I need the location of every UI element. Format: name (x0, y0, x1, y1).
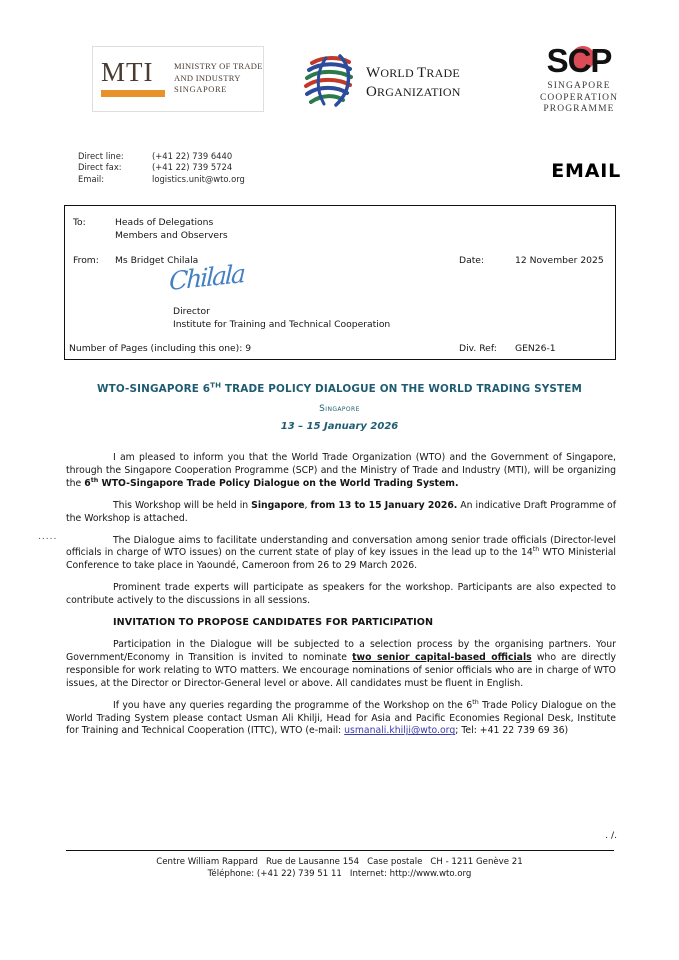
contact-value: (+41 22) 739 5724 (152, 162, 233, 173)
signer-details (173, 306, 390, 331)
memo-from-label: From: (73, 255, 99, 266)
footer-divider (66, 850, 614, 851)
memo-to-value (115, 217, 228, 242)
scp-acronym: SCP (546, 42, 612, 79)
email-heading: EMAIL (551, 160, 621, 182)
wto-logo (300, 50, 461, 116)
memo-date-row (459, 255, 604, 268)
scp-line-1: SINGAPORE (547, 81, 611, 91)
continuation-mark: . /. (605, 830, 617, 841)
signer-title: Director (173, 306, 210, 317)
mti-logo (92, 46, 264, 112)
footer-contact-line: Téléphone: (+41 22) 739 51 11 Internet: http://www.wto.org (207, 869, 472, 880)
signature-image: Chilala (168, 258, 245, 297)
signer-organization: Institute for Training and Technical Cooperation (173, 318, 391, 330)
email-link[interactable]: usmanali.khilji@wto.org (344, 725, 456, 737)
contact-block (78, 151, 245, 185)
paragraph-6: If you have any queries regarding the programme of the Workshop on the 6th Trade Policy Dialogue on the World Trading System please contact Usman Ali Khilji, Head for Asia and Pacific Economies Regional Desk, Institute for Training and Technical Cooperation (ITTC), WTO (e-mail: usmanali.khilji@wto.org; Tel: +41 22 739 69 36) (66, 698, 616, 737)
memo-ref-label: Div. Ref: (459, 343, 497, 354)
logo-strip (0, 42, 679, 122)
mti-line-3: SINGAPORE (174, 84, 228, 94)
mti-line-1: MINISTRY OF TRADE (174, 61, 263, 71)
memo-to-label: To: (73, 217, 86, 228)
memo-pages-value: 9 (245, 343, 252, 354)
paragraph-3: The Dialogue aims to facilitate understanding and conversation among senior trade officials (Director-level officials in charge of WTO issues) on the current state of play of key issues in the lead up to the 14th WTO Ministerial Conference to take place in Yaoundé, Cameroon from 26 to 29 March 2026. (66, 534, 616, 572)
contact-label: Direct line: (78, 151, 124, 161)
scp-logo (524, 44, 634, 116)
document-title: WTO-SINGAPORE 6TH TRADE POLICY DIALOGUE ON THE WORLD TRADING SYSTEM (96, 380, 583, 395)
scp-line-2: COOPERATION (539, 92, 619, 103)
mti-acronym: MTI (101, 57, 154, 87)
wto-line-2: ORGANIZATION (366, 84, 461, 100)
mti-line-2: AND INDUSTRY (174, 72, 241, 83)
contact-row-direct-fax (78, 162, 245, 173)
paragraph-2: This Workshop will be held in Singapore, from 13 to 15 January 2026. An indicative Draft Programme of the Workshop is attached. (66, 499, 616, 524)
document-dates: 13 – 15 January 2026 (280, 421, 399, 432)
footer-address-line: Centre William Rappard Rue de Lausanne 154 Case postale CH - 1211 Genève 21 (156, 857, 523, 867)
contact-value: logistics.unit@wto.org (152, 173, 245, 184)
memo-to-line-1: Heads of Delegations (115, 217, 214, 228)
memo-pages-row (69, 343, 251, 356)
contact-label: Email: (78, 173, 105, 184)
mti-orange-bar (101, 90, 165, 97)
wto-globe-icon (300, 50, 356, 116)
wto-line-1: WORLD TRADE (366, 65, 460, 81)
contact-value: (+41 22) 739 6440 (152, 151, 233, 161)
document-location: Singapore (319, 404, 360, 414)
margin-artifact-marks: ..... (38, 532, 58, 542)
memo-from-value: Ms Bridget Chilala (115, 255, 199, 266)
memo-pages-label: Number of Pages (including this one): (69, 343, 243, 354)
document-footer (0, 856, 679, 881)
memo-ref-value: GEN26-1 (515, 343, 556, 354)
section-heading-invitation: INVITATION TO PROPOSE CANDIDATES FOR PARTICIPATION (113, 617, 434, 629)
paragraph-5: Participation in the Dialogue will be subjected to a selection process by the organising partners. Your Government/Economy in Transition is invited to nominate two senior capital-based officials who are directly responsible for work relating to WTO matters. We encourage nominations of senior officials who are in charge of WTO issues, at the Director or Director-General level or above. All candidates must be fluent in English. (66, 638, 616, 689)
memo-to-row (73, 217, 228, 242)
memo-to-line-2: Members and Observers (115, 229, 228, 241)
document-body (66, 452, 616, 747)
contact-row-direct-line (78, 151, 245, 162)
memo-date-value: 12 November 2025 (515, 255, 604, 266)
paragraph-4: Prominent trade experts will participate as speakers for the workshop. Participants are also expected to contribute actively to the discussions in all sessions. (66, 582, 616, 607)
memo-date-label: Date: (459, 255, 485, 266)
paragraph-1: I am pleased to inform you that the World Trade Organization (WTO) and the Government of Singapore, through the Singapore Cooperation Programme (SCP) and the Ministry of Trade and Industry (MTI), will be organizing the 6th WTO-Singapore Trade Policy Dialogue on the World Trading System. (66, 452, 616, 489)
scp-line-3: PROGRAMME (543, 104, 615, 114)
memo-ref-row (459, 343, 556, 356)
memo-header-box (64, 205, 616, 360)
contact-label: Direct fax: (78, 162, 122, 173)
contact-row-email (78, 174, 245, 185)
